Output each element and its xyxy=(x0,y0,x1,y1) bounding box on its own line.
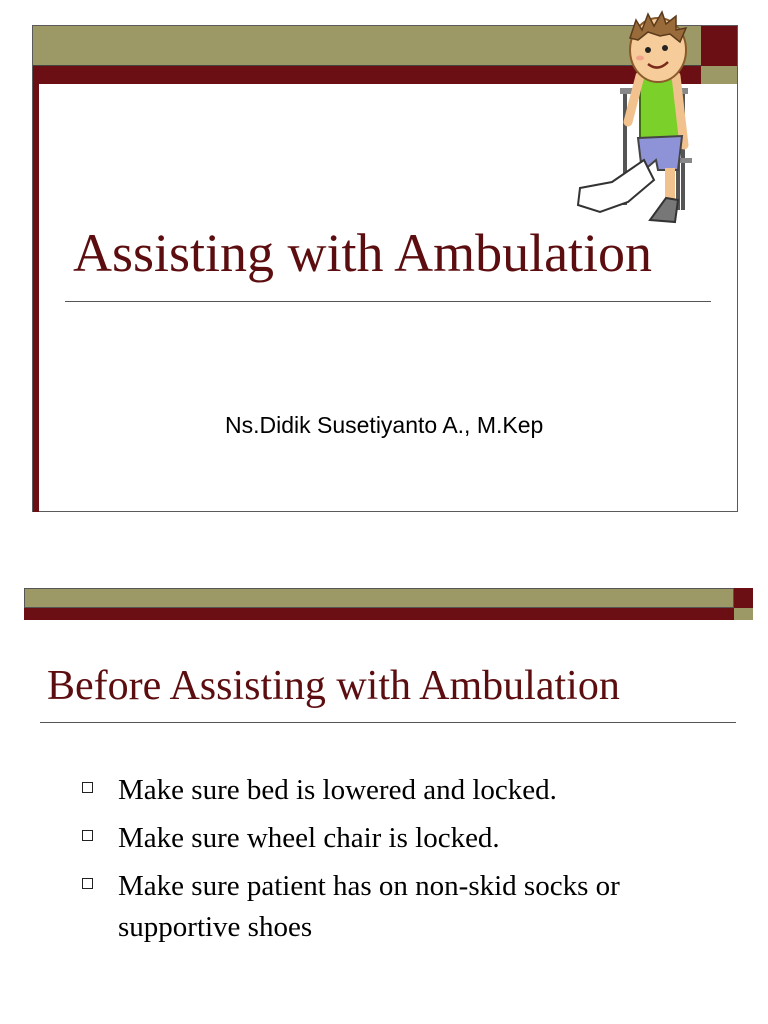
list-item xyxy=(80,818,720,859)
slide-title: Before Assisting with Ambulation xyxy=(47,663,620,709)
header-corner-olive xyxy=(734,608,753,620)
header-corner-maroon xyxy=(734,588,753,608)
slide-title: Assisting with Ambulation xyxy=(73,223,653,283)
square-bullet-icon xyxy=(82,878,93,889)
left-accent-bar xyxy=(33,84,39,512)
bullet-list xyxy=(80,770,720,955)
square-bullet-icon xyxy=(82,782,93,793)
bullet-text: Make sure wheel chair is locked. xyxy=(118,822,500,854)
list-item xyxy=(80,770,720,811)
boy-on-crutches-icon xyxy=(570,10,720,235)
header-maroon-band xyxy=(24,608,734,620)
list-item xyxy=(80,866,720,948)
title-divider xyxy=(65,301,711,302)
header-olive-band xyxy=(24,588,734,608)
title-divider xyxy=(40,722,736,723)
square-bullet-icon xyxy=(82,830,93,841)
bullet-text: Make sure bed is lowered and locked. xyxy=(118,774,557,806)
bullet-text: Make sure patient has on non-skid socks or supportive shoes xyxy=(118,870,620,943)
author-name: Ns.Didik Susetiyanto A., M.Kep xyxy=(225,412,544,438)
